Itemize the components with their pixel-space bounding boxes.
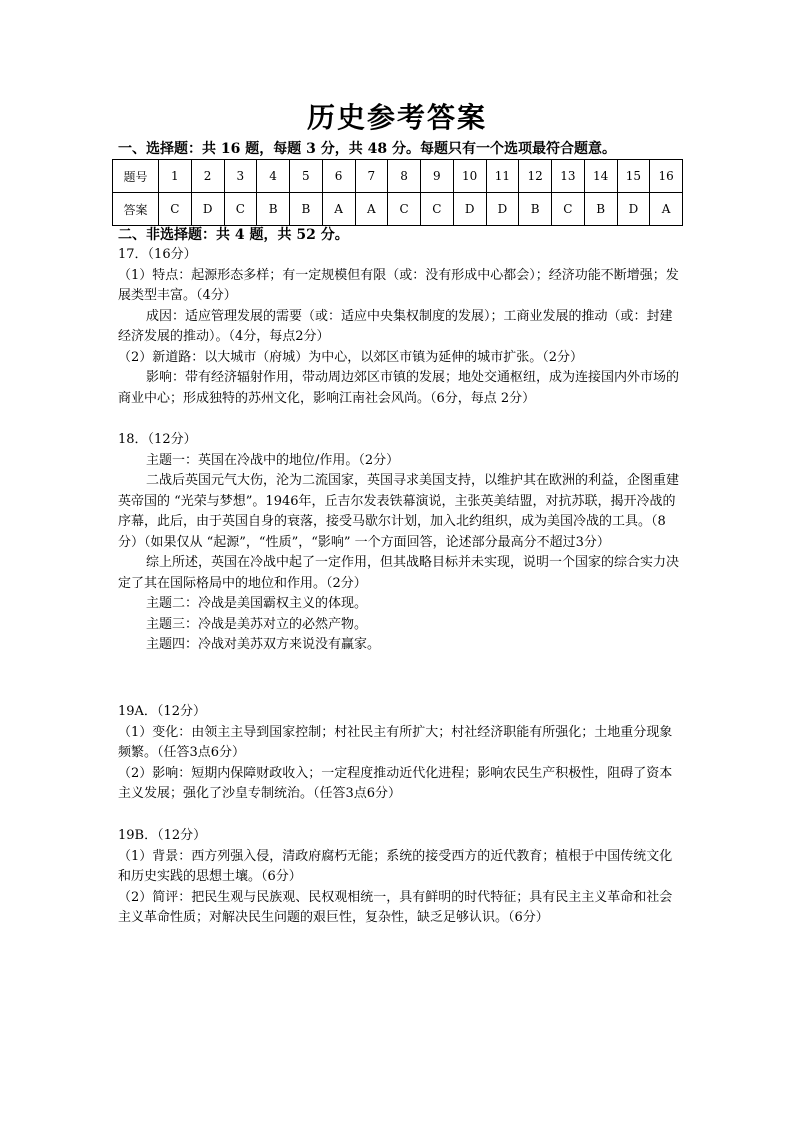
question-number: 13: [552, 160, 585, 193]
q18-line-2: 二战后英国元气大伤，沦为二流国家，英国寻求美国支持，以维护其在欧洲的利益，企图重建英帝国的 “光荣与梦想”。1946年，丘吉尔发表铁幕演说，主张英美结盟，对抗苏联，揭开冷战的序幕，此后，由于英国自身的衰落，接受马歇尔计划，加入北约组织，成为美国冷战的工具。（8分）（如果仅从 “起源”，“性质”，“影响” 一个方面回答，论述部分最高分不超过3分）: [118, 473, 680, 550]
question-number: 4: [257, 160, 290, 193]
q17-block: [118, 245, 684, 409]
number-row-label: 题号: [113, 160, 159, 193]
q18-line-1: 主题一：英国在冷战中的地位/作用。（2分）: [146, 452, 400, 468]
answer-cell: D: [191, 193, 224, 226]
answer-cell: C: [159, 193, 192, 226]
answer-row-label: 答案: [113, 193, 159, 226]
question-number: 5: [290, 160, 323, 193]
question-number: 12: [519, 160, 552, 193]
page-title: 历史参考答案: [306, 101, 487, 134]
q17-line-1: （1）特点：起源形态多样；有一定规模但有限（或：没有形成中心都会）；经济功能不断增强；发展类型丰富。（4分）: [118, 267, 679, 303]
question-number: 7: [355, 160, 388, 193]
q18-block: [118, 430, 684, 656]
answer-cell: D: [486, 193, 519, 226]
answer-cell: D: [453, 193, 486, 226]
answer-cell: C: [552, 193, 585, 226]
question-number: 16: [650, 160, 683, 193]
q18-line-4: 主题二：冷战是美国霸权主义的体现。: [146, 596, 368, 611]
q18-line-3: 综上所述，英国在冷战中起了一定作用，但其战略目标并未实现，说明一个国家的综合实力决定了其在国际格局中的地位和作用。（2分）: [118, 555, 680, 591]
answer-cell: C: [388, 193, 421, 226]
answer-row: [113, 193, 683, 226]
question-number: 2: [191, 160, 224, 193]
question-number: 14: [584, 160, 617, 193]
answer-cell: B: [290, 193, 323, 226]
answer-cell: B: [584, 193, 617, 226]
q19b-header: 19B．（12分）: [118, 828, 207, 843]
answer-cell: C: [421, 193, 454, 226]
q17-header: 17．（16分）: [118, 247, 197, 262]
q19b-line-1: （1）背景：西方列强入侵，清政府腐朽无能；系统的接受西方的近代教育；植根于中国传统文化和历史实践的思想土壤。（6分）: [118, 848, 673, 884]
number-row: [113, 160, 683, 193]
q19a-line-2: （2）影响：短期内保障财政收入；一定程度推动近代化进程；影响农民生产积极性，阻碍了资本主义发展；强化了沙皇专制统治。（任答3点6分）: [118, 765, 673, 801]
q18-line-5: 主题三：冷战是美苏对立的必然产物。: [146, 616, 368, 632]
q18-line-6: 主题四：冷战对美苏双方来说没有赢家。: [146, 637, 381, 652]
q19b-line-2: （2）简评：把民生观与民族观、民权观相统一，具有鲜明的时代特征；具有民主主义革命和社会主义革命性质；对解决民生问题的艰巨性，复杂性，缺乏足够认识。（6分）: [118, 889, 673, 925]
q17-line-3: （2）新道路：以大城市（府城）为中心，以郊区市镇为延伸的城市扩张。（2分）: [118, 349, 584, 365]
q19b-block: [118, 826, 684, 929]
answer-cell: A: [650, 193, 683, 226]
question-number: 11: [486, 160, 519, 193]
answer-cell: A: [322, 193, 355, 226]
question-number: 10: [453, 160, 486, 193]
question-number: 1: [159, 160, 192, 193]
question-number: 6: [322, 160, 355, 193]
answer-cell: B: [257, 193, 290, 226]
section1-heading: 一、选择题：共 16 题，每题 3 分，共 48 分。每题只有一个选项最符合题意。: [118, 141, 616, 157]
q19a-block: [118, 702, 684, 805]
answer-cell: D: [617, 193, 650, 226]
answer-cell: A: [355, 193, 388, 226]
question-number: 3: [224, 160, 257, 193]
q18-header: 18．（12分）: [118, 432, 197, 447]
q17-line-2: 成因：适应管理发展的需要（或：适应中央集权制度的发展）；工商业发展的推动（或：封建经济发展的推动）。（4分，每点2分）: [118, 308, 673, 344]
q19a-line-1: （1）变化：由领主主导到国家控制；村社民主有所扩大；村社经济职能有所强化；土地重分现象频繁。（任答3点6分）: [118, 724, 673, 760]
answer-table: [112, 159, 683, 226]
question-number: 8: [388, 160, 421, 193]
answer-cell: B: [519, 193, 552, 226]
answer-cell: C: [224, 193, 257, 226]
q17-line-4: 影响：带有经济辐射作用，带动周边郊区市镇的发展；地处交通枢纽，成为连接国内外市场的商业中心；形成独特的苏州文化，影响江南社会风尚。（6分，每点 2分）: [118, 370, 680, 406]
question-number: 15: [617, 160, 650, 193]
question-number: 9: [421, 160, 454, 193]
section2-heading: 二、非选择题：共 4 题，共 52 分。: [118, 227, 349, 243]
q19a-header: 19A．（12分）: [118, 704, 206, 719]
